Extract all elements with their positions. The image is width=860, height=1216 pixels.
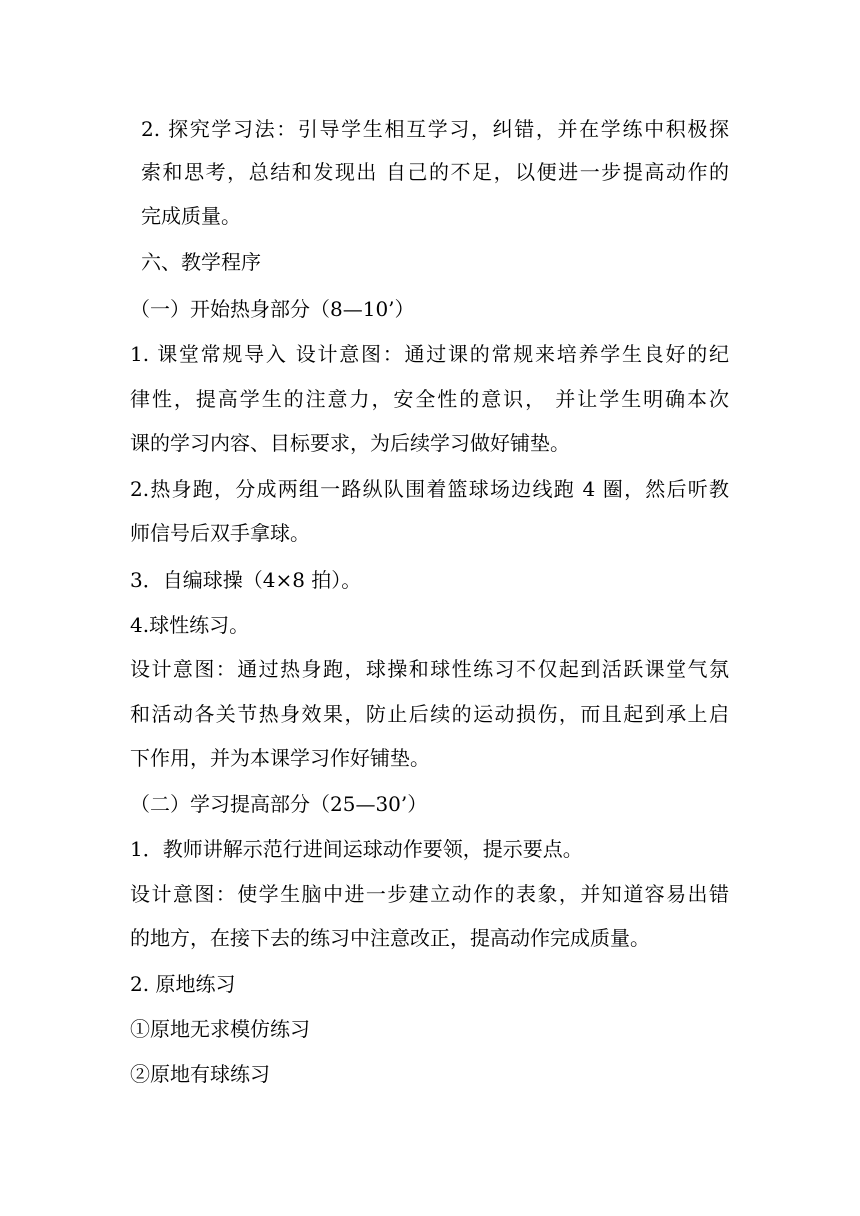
subsection-heading: （二）学习提高部分（25—30’） [130, 792, 428, 816]
section-heading: 六、教学程序 [141, 250, 261, 274]
paragraph-line: 和活动各关节热身效果，防止后续的运动损伤，而且起到承上启 [130, 702, 729, 726]
paragraph-line: 2.热身跑，分成两组一路纵队围着篮球场边线跑 4 圈，然后听教 [130, 477, 729, 501]
paragraph-line: 设计意图：使学生脑中进一步建立动作的表象，并知道容易出错 [130, 882, 729, 906]
paragraph-line: 下作用，并为本课学习作好铺垫。 [130, 746, 430, 770]
paragraph-line: 3．自编球操（4×8 拍）。 [130, 568, 362, 592]
paragraph-line: 律性，提高学生的注意力，安全性的意识， 并让学生明确本次 [130, 387, 729, 411]
paragraph-line: 1．教师讲解示范行进间运球动作要领，提示要点。 [130, 837, 583, 861]
paragraph-line: 2. 探究学习法：引导学生相互学习，纠错，并在学练中积极探 [141, 117, 729, 141]
paragraph-line: 的地方，在接下去的练习中注意改正，提高动作完成质量。 [130, 926, 650, 950]
paragraph-line: 索和思考，总结和发现出 自己的不足，以便进一步提高动作的 [141, 160, 729, 184]
list-item: ②原地有球练习 [130, 1062, 270, 1086]
paragraph-line: 师信号后双手拿球。 [130, 521, 310, 545]
paragraph-line: 2. 原地练习 [130, 972, 236, 996]
paragraph-line: 课的学习内容、目标要求，为后续学习做好铺垫。 [130, 431, 570, 455]
paragraph-line: 4.球性练习。 [130, 613, 250, 637]
paragraph-line: 1. 课堂常规导入 设计意图：通过课的常规来培养学生良好的纪 [130, 342, 729, 366]
subsection-heading: （一）开始热身部分（8—10’） [130, 297, 415, 321]
list-item: ①原地无求模仿练习 [130, 1017, 310, 1041]
paragraph-line: 设计意图：通过热身跑，球操和球性练习不仅起到活跃课堂气氛 [130, 657, 729, 681]
paragraph-line: 完成质量。 [141, 204, 241, 228]
